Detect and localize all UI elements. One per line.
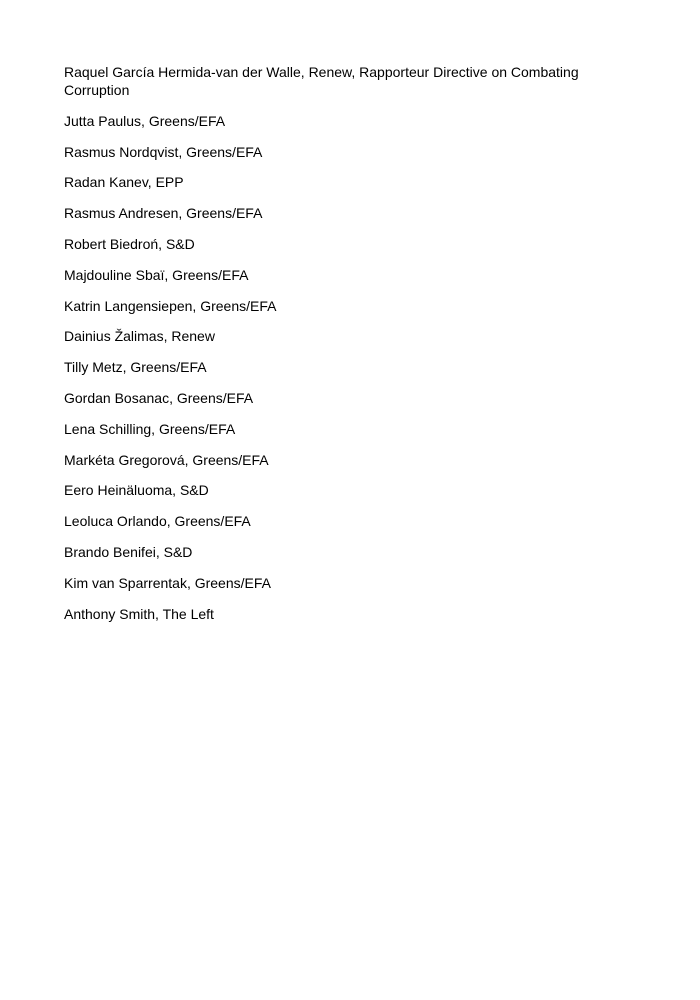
signatory-item: Majdouline Sbaï, Greens/EFA: [64, 266, 249, 283]
signatory-item: Kim van Sparrentak, Greens/EFA: [64, 574, 271, 591]
signatory-item: Jutta Paulus, Greens/EFA: [64, 112, 226, 129]
signatory-item: Gordan Bosanac, Greens/EFA: [64, 389, 254, 406]
signatory-item: Anthony Smith, The Left: [64, 605, 214, 622]
signatory-item: Katrin Langensiepen, Greens/EFA: [64, 297, 277, 314]
signatory-item: Radan Kanev, EPP: [64, 174, 184, 191]
signatory-item: Rasmus Andresen, Greens/EFA: [64, 205, 263, 222]
signatory-item: Eero Heinäluoma, S&D: [64, 482, 209, 499]
signatory-item: Tilly Metz, Greens/EFA: [64, 359, 207, 376]
signatory-item: Lena Schilling, Greens/EFA: [64, 420, 236, 437]
signatory-item: Leoluca Orlando, Greens/EFA: [64, 513, 251, 530]
signatory-item: Robert Biedroń, S&D: [64, 235, 195, 252]
signatory-item: Markéta Gregorová, Greens/EFA: [64, 451, 269, 468]
signatory-item: Rasmus Nordqvist, Greens/EFA: [64, 143, 263, 160]
signatory-list: [64, 63, 624, 635]
signatory-item: Brando Benifei, S&D: [64, 543, 193, 560]
signatory-item: Dainius Žalimas, Renew: [64, 328, 215, 345]
signatory-item: Raquel García Hermida-van der Walle, Renew, Rapporteur Directive on Combating Corruption: [64, 64, 579, 98]
